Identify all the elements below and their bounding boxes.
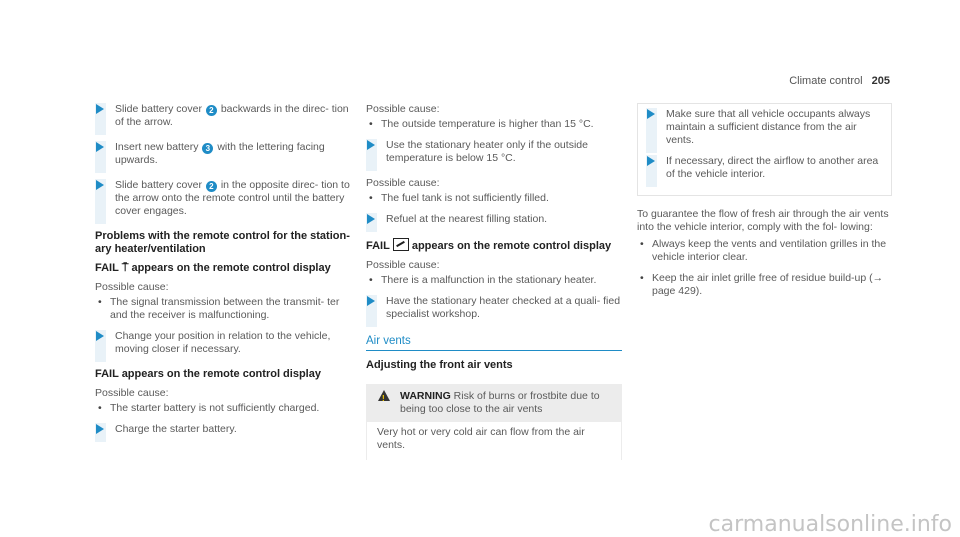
callout-number: 2: [206, 181, 217, 192]
step-arrow-icon: [96, 180, 104, 190]
antenna-icon: ⍑: [121, 262, 129, 274]
warning-body: Very hot or very cold air can flow from the air vents.: [366, 422, 622, 460]
step-charge-battery: Charge the starter battery.: [95, 423, 357, 436]
step-arrow-icon: [96, 104, 104, 114]
watermark: carmanualsonline.info: [708, 512, 952, 537]
list-item: • The outside temperature is higher than 15 °C.: [369, 118, 622, 131]
heading-remote-problems: Problems with the remote control for the station- ary heater/ventilation: [95, 230, 350, 255]
step-direct-airflow: If necessary, direct the airflow to another area of the vehicle interior.: [646, 155, 883, 181]
cause-label: Possible cause:: [366, 103, 440, 115]
list-item: • The fuel tank is not sufficiently filled.: [369, 192, 622, 205]
warning-box: [366, 384, 622, 460]
step-arrow-icon: [367, 140, 375, 150]
cause-label: Possible cause:: [366, 177, 440, 189]
step-insert-battery: Insert new battery 3 with the lettering facing upwards.: [95, 141, 357, 167]
callout-number: 3: [202, 143, 213, 154]
section-title: Climate control: [789, 75, 863, 87]
warning-word: WARNING: [400, 390, 451, 402]
step-change-position: Change your position in relation to the vehicle, moving closer if necessary.: [95, 330, 357, 356]
warning-title: Risk of burns or frostbite due to being too close to the air vents: [400, 390, 600, 415]
step-use-heater: Use the stationary heater only if the outside temperature is below 15 °C.: [366, 139, 622, 165]
list-item: • Always keep the vents and ventilation grilles in the vehicle interior clear.: [640, 238, 892, 264]
step-arrow-icon: [96, 424, 104, 434]
column-3: [637, 103, 892, 306]
column-1: [95, 103, 357, 448]
callout-number: 2: [206, 105, 217, 116]
step-arrow-icon: [367, 296, 375, 306]
cause-label: Possible cause:: [95, 387, 169, 399]
step-arrow-icon: [647, 109, 655, 119]
heading-fail-malfunction: FAIL appears on the remote control display: [366, 240, 612, 252]
cause-label: Possible cause:: [95, 281, 169, 293]
step-slide-cover-back: Slide battery cover 2 in the opposite direc- tion to the arrow onto the remote control until the battery cover engages.: [95, 179, 357, 218]
step-slide-cover: Slide battery cover 2 backwards in the direc- tion of the arrow.: [95, 103, 357, 129]
cause-label: Possible cause:: [366, 259, 440, 271]
step-keep-distance: Make sure that all vehicle occupants always maintain a sufficient distance from the air vents.: [646, 108, 883, 147]
step-arrow-icon: [96, 142, 104, 152]
step-arrow-icon: [647, 156, 655, 166]
list-item: • The signal transmission between the transmit- ter and the receiver is malfunctioning.: [98, 296, 357, 322]
step-arrow-icon: [367, 214, 375, 224]
warning-continued-box: [637, 103, 892, 196]
section-air-vents: Air vents: [366, 335, 622, 351]
step-arrow-icon: [96, 331, 104, 341]
page-number: 205: [871, 75, 890, 87]
column-2: [366, 103, 622, 466]
list-item: • Keep the air inlet grille free of residue build-up (→ page 429).: [640, 272, 892, 298]
heater-symbol-icon: [393, 238, 409, 251]
list-item: • There is a malfunction in the stationary heater.: [369, 274, 622, 287]
page-header: [789, 75, 890, 88]
list-item: • The starter battery is not sufficiently charged.: [98, 402, 357, 415]
warning-icon: !: [378, 390, 390, 401]
heading-fail-antenna: FAIL ⍑ appears on the remote control display: [95, 262, 331, 274]
subheading-adjusting-vents: Adjusting the front air vents: [366, 359, 513, 371]
heading-fail: FAIL appears on the remote control display: [95, 368, 321, 380]
paragraph-fresh-air: To guarantee the flow of fresh air through the air vents into the vehicle interior, comply with the fol- lowing:: [637, 208, 889, 233]
step-have-checked: Have the stationary heater checked at a quali- fied specialist workshop.: [366, 295, 622, 321]
step-refuel: Refuel at the nearest filling station.: [366, 213, 622, 226]
